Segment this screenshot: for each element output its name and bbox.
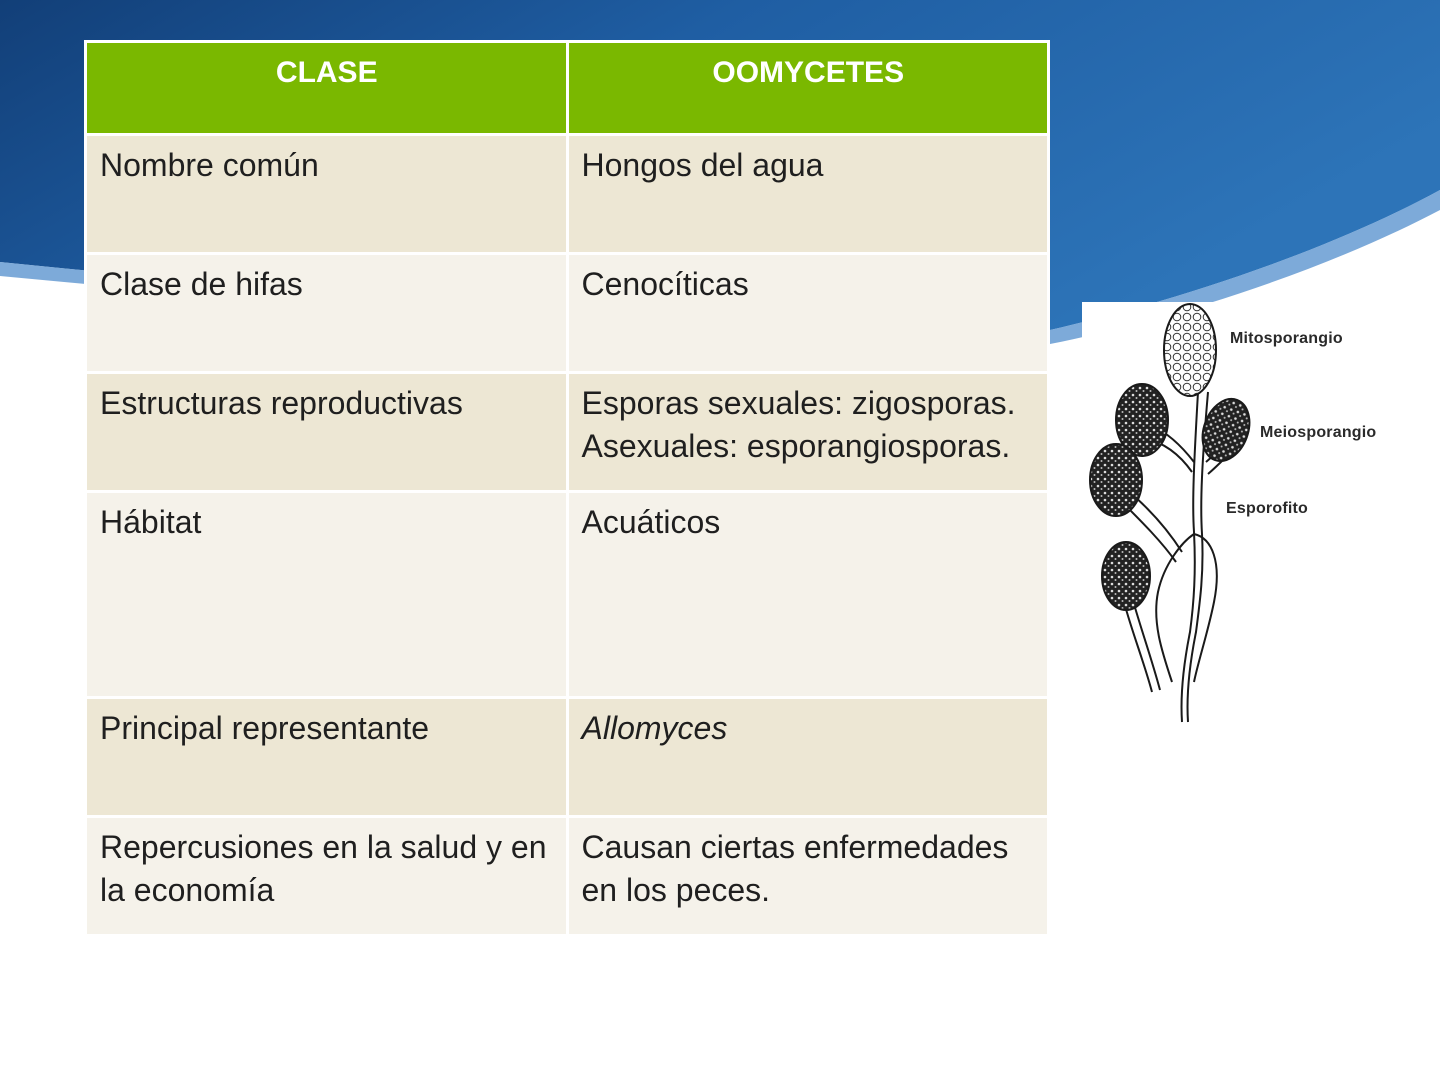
- row-label: Clase de hifas: [86, 254, 568, 373]
- table-row: [86, 135, 1049, 254]
- row-value: Causan ciertas enfermedades en los peces.: [567, 817, 1049, 936]
- row-label: Principal representante: [86, 698, 568, 817]
- row-label: Hábitat: [86, 492, 568, 698]
- row-value: Hongos del agua: [567, 135, 1049, 254]
- row-label: Estructuras reproductivas: [86, 373, 568, 492]
- row-value: Allomyces: [567, 698, 1049, 817]
- row-label: Repercusiones en la salud y en la economía: [86, 817, 568, 936]
- row-value: Cenocíticas: [567, 254, 1049, 373]
- table-row: [86, 254, 1049, 373]
- header-oomycetes: OOMYCETES: [567, 42, 1049, 135]
- row-value: Acuáticos: [567, 492, 1049, 698]
- header-clase: CLASE: [86, 42, 568, 135]
- allomyces-illustration: [1082, 302, 1422, 732]
- label-meiosporangio: Meiosporangio: [1260, 424, 1377, 441]
- table-row: [86, 492, 1049, 698]
- table-header-row: [86, 42, 1049, 135]
- table-row: [86, 373, 1049, 492]
- table-row: [86, 817, 1049, 936]
- row-value: Esporas sexuales: zigosporas. Asexuales: esporangiosporas.: [567, 373, 1049, 492]
- label-esporofito: Esporofito: [1226, 500, 1308, 517]
- label-mitosporangio: Mitosporangio: [1230, 330, 1343, 347]
- fungi-class-table: [84, 40, 1050, 937]
- row-label: Nombre común: [86, 135, 568, 254]
- table-row: [86, 698, 1049, 817]
